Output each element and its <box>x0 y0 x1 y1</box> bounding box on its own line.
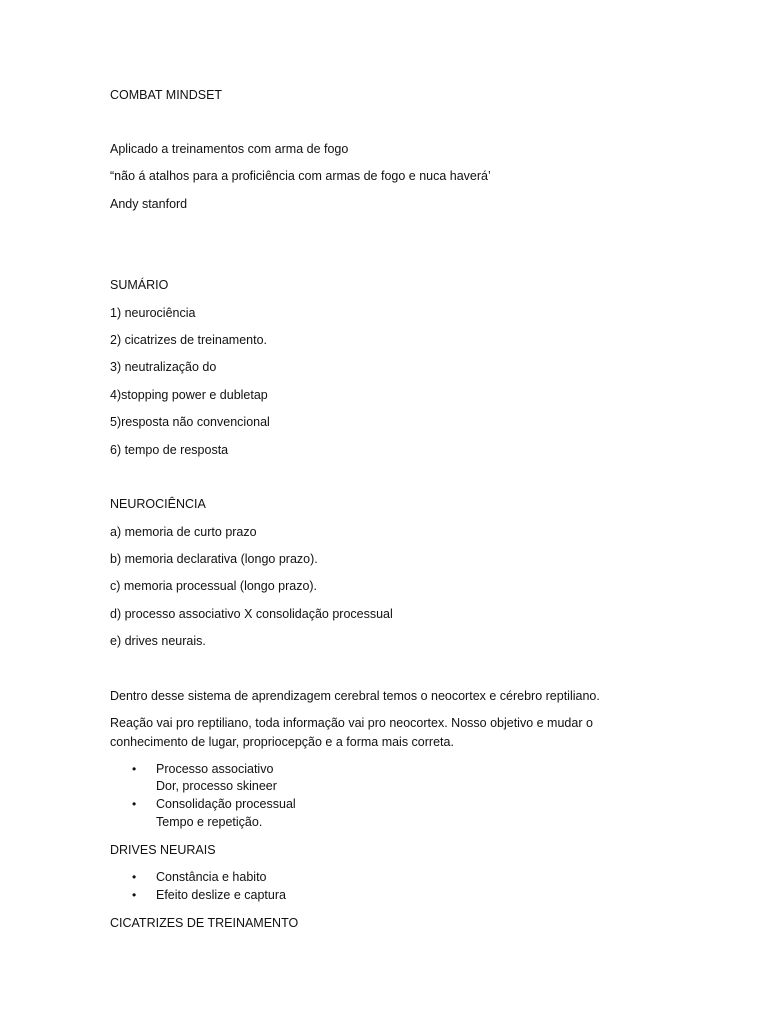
scars-heading: CICATRIZES DE TREINAMENTO <box>110 916 299 930</box>
bullet-label: Constância e habito <box>156 870 267 884</box>
summary-item: 5)resposta não convencional <box>110 415 270 429</box>
summary-item: 6) tempo de resposta <box>110 443 229 457</box>
bullet-icon: • <box>132 797 137 811</box>
paragraph-1: Dentro desse sistema de aprendizagem cerebral temos o neocortex e cérebro reptiliano. <box>110 689 600 703</box>
intro-subtitle: Aplicado a treinamentos com arma de fogo <box>110 142 349 156</box>
list-item <box>132 760 273 778</box>
list-item <box>132 886 286 904</box>
paragraph-2-line-1: Reação vai pro reptiliano, toda informação vai pro neocortex. Nosso objetivo e mudar o <box>110 716 593 730</box>
bullet-sub-text: Tempo e repetição. <box>156 815 263 829</box>
neuro-heading: NEUROCIÊNCIA <box>110 497 206 511</box>
bullet-sub-text: Dor, processo skineer <box>156 779 277 793</box>
bullet-label: Processo associativo <box>156 762 274 776</box>
bullet-icon: • <box>132 762 137 776</box>
neuro-item: d) processo associativo X consolidação processual <box>110 607 393 621</box>
bullet-label: Efeito deslize e captura <box>156 888 286 902</box>
list-item <box>132 868 267 886</box>
summary-item: 1) neurociência <box>110 306 196 320</box>
summary-item: 3) neutralização do <box>110 360 217 374</box>
list-item <box>132 795 296 813</box>
neuro-item: c) memoria processual (longo prazo). <box>110 579 318 593</box>
intro-author: Andy stanford <box>110 197 188 211</box>
document-title: COMBAT MINDSET <box>110 88 223 102</box>
summary-item: 4)stopping power e dubletap <box>110 388 268 402</box>
drives-heading: DRIVES NEURAIS <box>110 843 216 857</box>
neuro-item: e) drives neurais. <box>110 634 206 648</box>
paragraph-2-line-2: conhecimento de lugar, propriocepção e a forma mais correta. <box>110 735 454 749</box>
neuro-item: a) memoria de curto prazo <box>110 525 257 539</box>
summary-heading: SUMÁRIO <box>110 278 169 292</box>
bullet-icon: • <box>132 888 137 902</box>
neuro-item: b) memoria declarativa (longo prazo). <box>110 552 318 566</box>
bullet-label: Consolidação processual <box>156 797 296 811</box>
intro-quote: “não á atalhos para a proficiência com armas de fogo e nuca haverá’ <box>110 169 491 183</box>
summary-item: 2) cicatrizes de treinamento. <box>110 333 268 347</box>
bullet-icon: • <box>132 870 137 884</box>
